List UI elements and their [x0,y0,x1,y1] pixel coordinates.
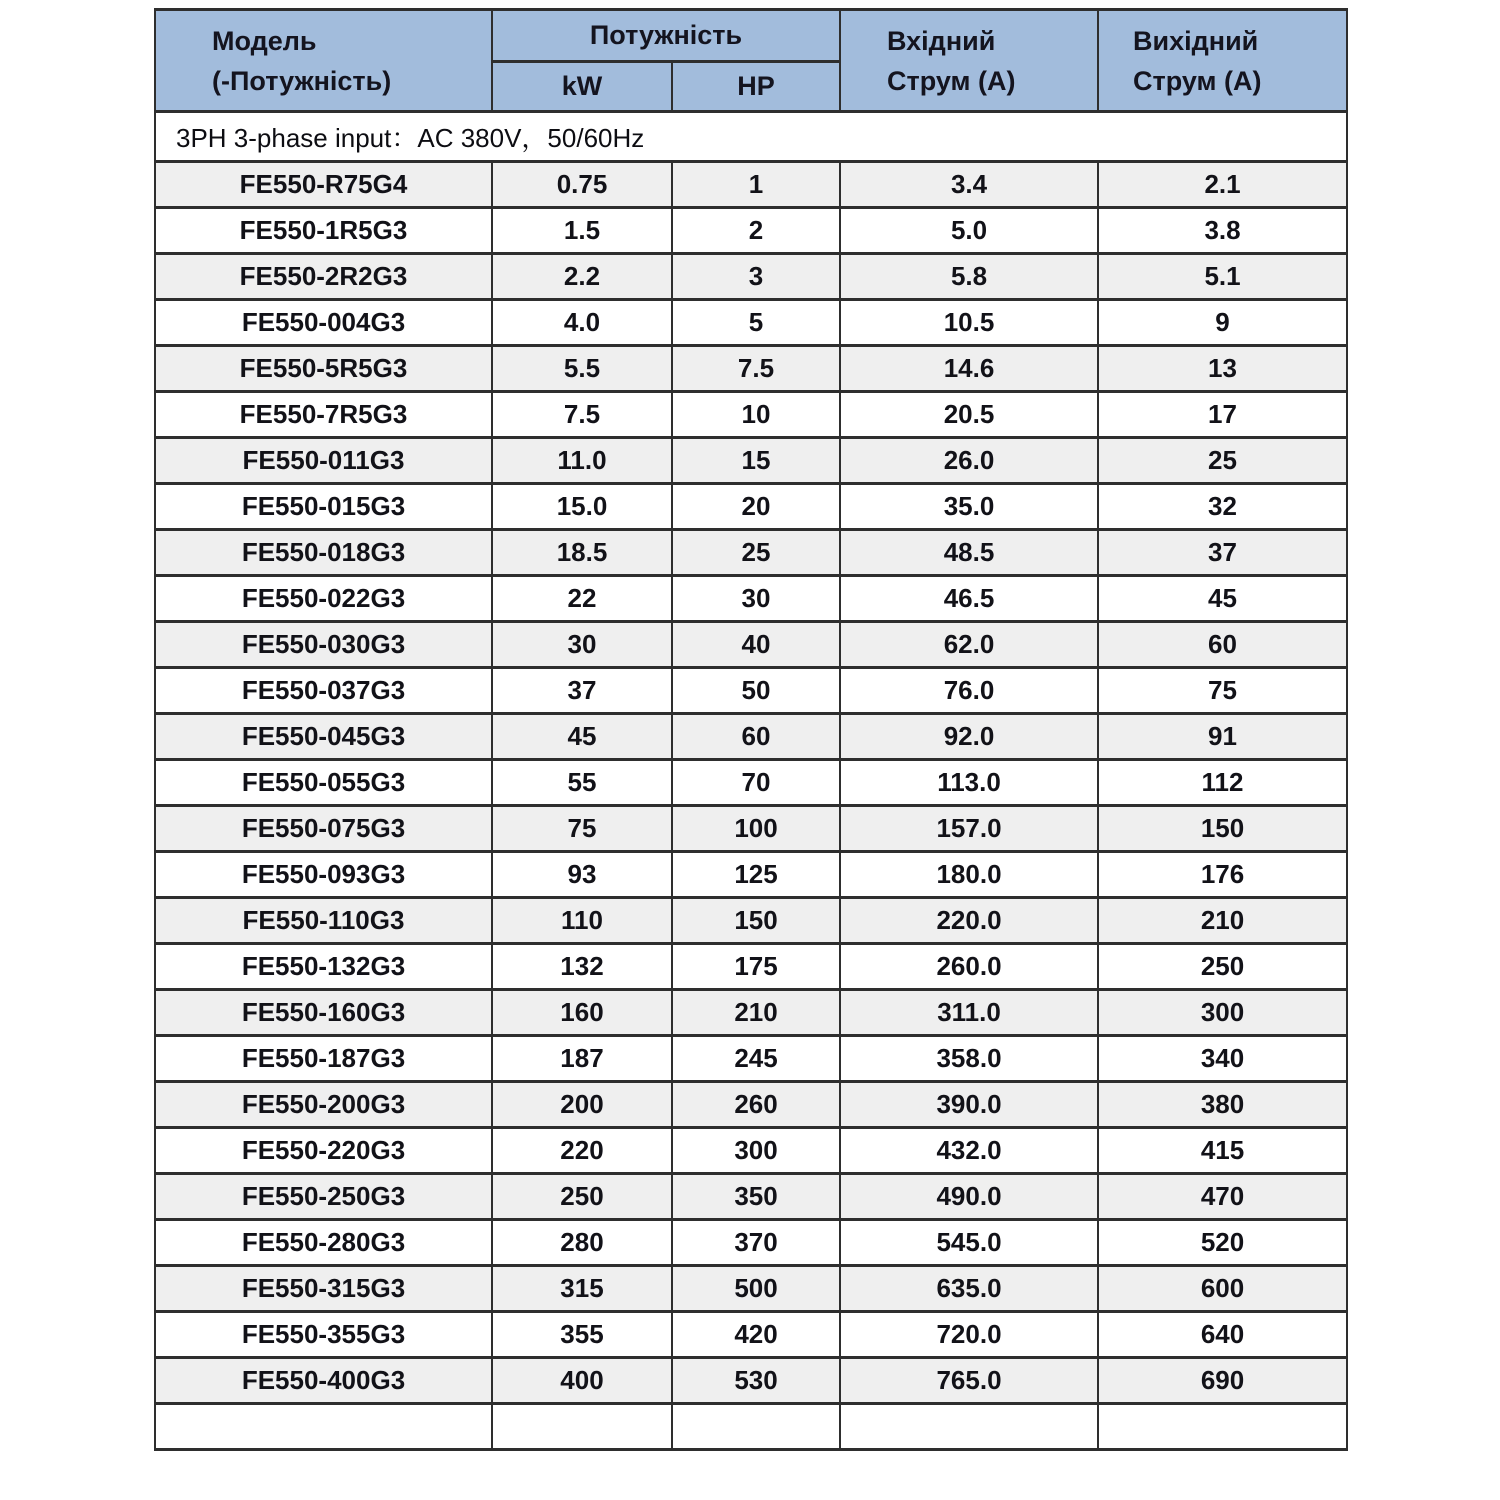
cell-kw: 315 [492,1266,672,1312]
table-row [155,530,1347,576]
cell-kw: 75 [492,806,672,852]
table-body [155,162,1347,1450]
cell-output-current: 250 [1098,944,1347,990]
cell-output-current: 25 [1098,438,1347,484]
cell-model: FE550-250G3 [155,1174,492,1220]
table-row [155,208,1347,254]
cell-kw [492,1404,672,1450]
cell-input-current: 311.0 [840,990,1098,1036]
cell-model: FE550-015G3 [155,484,492,530]
cell-input-current: 5.0 [840,208,1098,254]
header-model [155,10,492,112]
cell-input-current: 432.0 [840,1128,1098,1174]
cell-kw: 250 [492,1174,672,1220]
cell-input-current: 20.5 [840,392,1098,438]
cell-hp: 1 [672,162,840,208]
cell-kw: 37 [492,668,672,714]
cell-input-current: 62.0 [840,622,1098,668]
cell-hp: 3 [672,254,840,300]
table-row [155,1036,1347,1082]
cell-input-current: 220.0 [840,898,1098,944]
cell-input-current: 76.0 [840,668,1098,714]
cell-kw: 45 [492,714,672,760]
table-row [155,1128,1347,1174]
header-output-line1: Вихідний [1133,25,1259,56]
cell-output-current: 75 [1098,668,1347,714]
cell-hp: 175 [672,944,840,990]
table-header [155,10,1347,112]
table-row [155,1220,1347,1266]
cell-hp: 100 [672,806,840,852]
cell-hp: 20 [672,484,840,530]
cell-output-current [1098,1404,1347,1450]
table-row [155,438,1347,484]
cell-input-current: 635.0 [840,1266,1098,1312]
cell-input-current: 35.0 [840,484,1098,530]
cell-output-current: 13 [1098,346,1347,392]
cell-hp: 260 [672,1082,840,1128]
cell-hp: 210 [672,990,840,1036]
header-model-line2: (-Потужність) [212,65,392,96]
cell-hp: 420 [672,1312,840,1358]
cell-input-current [840,1404,1098,1450]
cell-model: FE550-355G3 [155,1312,492,1358]
cell-model: FE550-400G3 [155,1358,492,1404]
cell-hp: 50 [672,668,840,714]
table-row [155,300,1347,346]
cell-output-current: 3.8 [1098,208,1347,254]
table-row [155,1174,1347,1220]
cell-input-current: 46.5 [840,576,1098,622]
cell-input-current: 720.0 [840,1312,1098,1358]
cell-output-current: 210 [1098,898,1347,944]
cell-hp: 10 [672,392,840,438]
header-output-current [1098,10,1347,112]
header-output-line2: Струм (А) [1133,65,1262,96]
cell-kw: 22 [492,576,672,622]
cell-model: FE550-200G3 [155,1082,492,1128]
cell-input-current: 5.8 [840,254,1098,300]
header-input-line1: Вхідний [887,25,996,56]
cell-output-current: 600 [1098,1266,1347,1312]
table-row [155,898,1347,944]
header-power: Потужність [492,10,840,62]
section-row-label: 3PH 3-phase input：AC 380V，50/60Hz [155,112,1347,162]
cell-input-current: 10.5 [840,300,1098,346]
spec-table-container [154,8,1346,1451]
cell-output-current: 380 [1098,1082,1347,1128]
table-row [155,254,1347,300]
cell-model: FE550-011G3 [155,438,492,484]
cell-output-current: 520 [1098,1220,1347,1266]
cell-input-current: 26.0 [840,438,1098,484]
cell-model: FE550-110G3 [155,898,492,944]
cell-input-current: 260.0 [840,944,1098,990]
table-row [155,714,1347,760]
cell-hp: 150 [672,898,840,944]
table-row [155,392,1347,438]
cell-input-current: 113.0 [840,760,1098,806]
cell-kw: 4.0 [492,300,672,346]
cell-hp: 300 [672,1128,840,1174]
cell-hp: 15 [672,438,840,484]
cell-model: FE550-5R5G3 [155,346,492,392]
cell-input-current: 157.0 [840,806,1098,852]
cell-model: FE550-030G3 [155,622,492,668]
cell-kw: 400 [492,1358,672,1404]
cell-output-current: 150 [1098,806,1347,852]
cell-hp: 60 [672,714,840,760]
table-row [155,1312,1347,1358]
cell-hp: 70 [672,760,840,806]
cell-input-current: 180.0 [840,852,1098,898]
cell-kw: 200 [492,1082,672,1128]
cell-hp: 2 [672,208,840,254]
cell-input-current: 765.0 [840,1358,1098,1404]
cell-hp: 7.5 [672,346,840,392]
cell-kw: 30 [492,622,672,668]
cell-model: FE550-022G3 [155,576,492,622]
cell-output-current: 690 [1098,1358,1347,1404]
cell-hp: 25 [672,530,840,576]
cell-kw: 18.5 [492,530,672,576]
cell-hp: 350 [672,1174,840,1220]
cell-model: FE550-2R2G3 [155,254,492,300]
cell-output-current: 9 [1098,300,1347,346]
cell-hp: 40 [672,622,840,668]
cell-model: FE550-315G3 [155,1266,492,1312]
cell-kw: 1.5 [492,208,672,254]
table-row [155,346,1347,392]
cell-kw: 280 [492,1220,672,1266]
cell-model: FE550-075G3 [155,806,492,852]
table-row [155,806,1347,852]
cell-hp: 5 [672,300,840,346]
cell-output-current: 17 [1098,392,1347,438]
header-kw: kW [492,62,672,112]
cell-output-current: 340 [1098,1036,1347,1082]
cell-kw: 132 [492,944,672,990]
cell-model: FE550-055G3 [155,760,492,806]
cell-output-current: 415 [1098,1128,1347,1174]
cell-model: FE550-220G3 [155,1128,492,1174]
cell-output-current: 112 [1098,760,1347,806]
cell-output-current: 45 [1098,576,1347,622]
cell-model: FE550-004G3 [155,300,492,346]
cell-output-current: 32 [1098,484,1347,530]
cell-input-current: 390.0 [840,1082,1098,1128]
cell-hp [672,1404,840,1450]
cell-kw: 93 [492,852,672,898]
cell-kw: 2.2 [492,254,672,300]
cell-input-current: 14.6 [840,346,1098,392]
header-input-current [840,10,1098,112]
cell-output-current: 91 [1098,714,1347,760]
table-row [155,622,1347,668]
inverter-spec-table [154,8,1348,1451]
cell-kw: 11.0 [492,438,672,484]
cell-kw: 220 [492,1128,672,1174]
cell-input-current: 92.0 [840,714,1098,760]
table-row [155,760,1347,806]
cell-kw: 15.0 [492,484,672,530]
cell-kw: 355 [492,1312,672,1358]
cell-output-current: 470 [1098,1174,1347,1220]
cell-input-current: 48.5 [840,530,1098,576]
table-row [155,852,1347,898]
cell-input-current: 3.4 [840,162,1098,208]
table-row [155,484,1347,530]
section-row [155,112,1347,162]
header-hp: HP [672,62,840,112]
cell-output-current: 60 [1098,622,1347,668]
cell-kw: 160 [492,990,672,1036]
cell-output-current: 640 [1098,1312,1347,1358]
table-row [155,1266,1347,1312]
cell-output-current: 37 [1098,530,1347,576]
cell-model: FE550-093G3 [155,852,492,898]
cell-input-current: 545.0 [840,1220,1098,1266]
cell-model: FE550-R75G4 [155,162,492,208]
table-row [155,162,1347,208]
cell-hp: 530 [672,1358,840,1404]
cell-output-current: 5.1 [1098,254,1347,300]
cell-kw: 55 [492,760,672,806]
table-row [155,576,1347,622]
cell-model: FE550-280G3 [155,1220,492,1266]
cell-model: FE550-187G3 [155,1036,492,1082]
table-row [155,668,1347,714]
cell-hp: 245 [672,1036,840,1082]
table-row [155,990,1347,1036]
cell-kw: 187 [492,1036,672,1082]
cell-output-current: 300 [1098,990,1347,1036]
cell-hp: 500 [672,1266,840,1312]
cell-input-current: 490.0 [840,1174,1098,1220]
cell-model: FE550-1R5G3 [155,208,492,254]
cell-hp: 370 [672,1220,840,1266]
cell-kw: 5.5 [492,346,672,392]
cell-model: FE550-018G3 [155,530,492,576]
table-row-partial [155,1404,1347,1450]
table-row [155,944,1347,990]
cell-model: FE550-037G3 [155,668,492,714]
cell-kw: 7.5 [492,392,672,438]
cell-output-current: 2.1 [1098,162,1347,208]
table-row [155,1082,1347,1128]
cell-kw: 0.75 [492,162,672,208]
cell-input-current: 358.0 [840,1036,1098,1082]
cell-kw: 110 [492,898,672,944]
header-model-line1: Модель [212,25,317,56]
cell-model: FE550-132G3 [155,944,492,990]
cell-model: FE550-160G3 [155,990,492,1036]
table-row [155,1358,1347,1404]
cell-model [155,1404,492,1450]
header-input-line2: Струм (А) [887,65,1016,96]
cell-hp: 125 [672,852,840,898]
cell-output-current: 176 [1098,852,1347,898]
cell-hp: 30 [672,576,840,622]
cell-model: FE550-045G3 [155,714,492,760]
cell-model: FE550-7R5G3 [155,392,492,438]
